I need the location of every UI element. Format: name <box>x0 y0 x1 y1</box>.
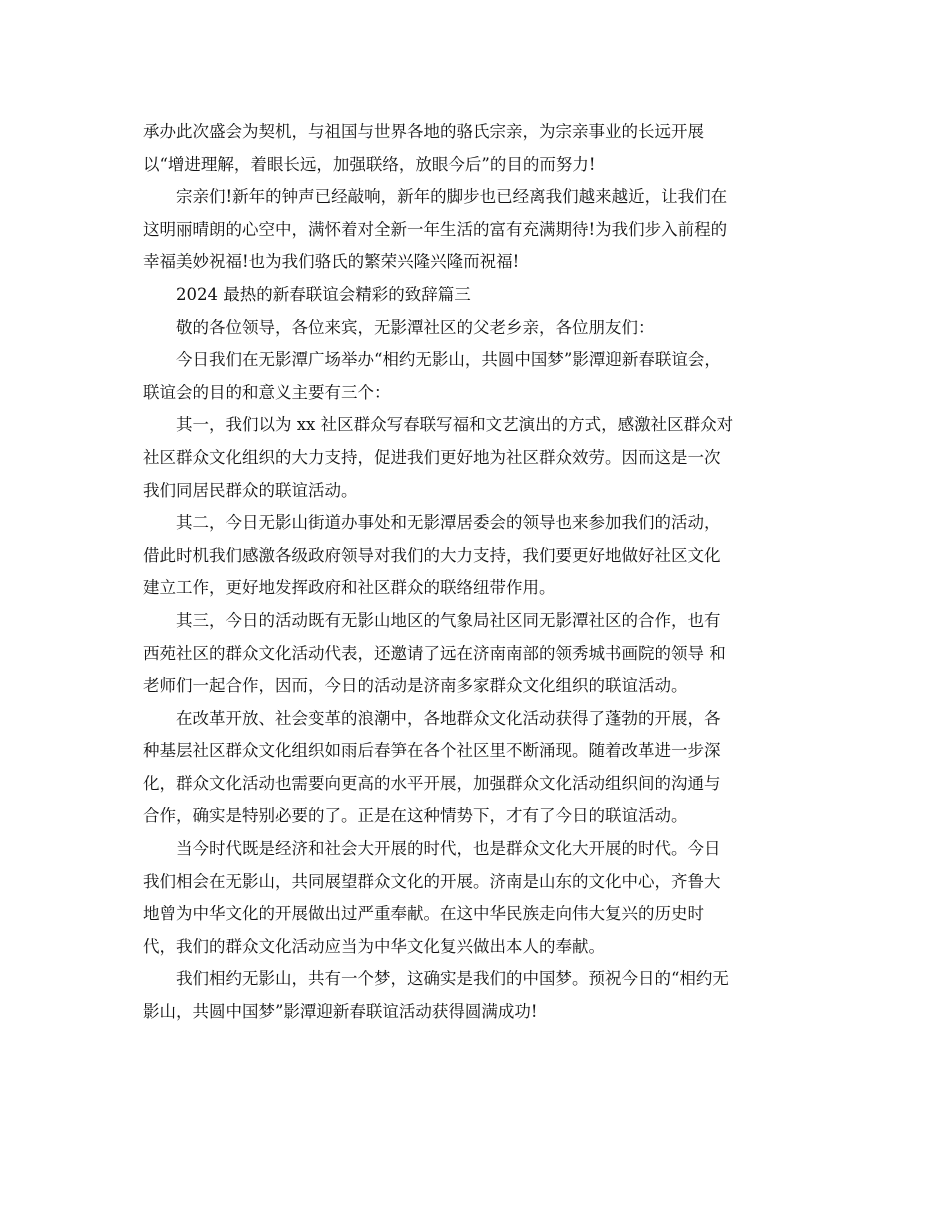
text-line: 地曾为中华文化的开展做出过严重奉献。在这中华民族走向伟大复兴的历史时 <box>143 904 704 924</box>
text-line: 老师们一起合作，因而，今日的活动是济南多家群众文化组织的联谊活动。 <box>143 676 688 696</box>
text-line: 其二，今日无影山街道办事处和无影潭居委会的领导也来参加我们的活动， <box>176 513 721 533</box>
text-line: 承办此次盛会为契机，与祖国与世界各地的骆氏宗亲，为宗亲事业的长远开展 <box>143 122 704 141</box>
text-line: 建立工作，更好地发挥政府和社区群众的联络纽带作用。 <box>143 578 556 598</box>
text-line: 今日我们在无影潭广场举办“相约无影山，共圆中国梦”影潭迎新春联谊会， <box>176 350 721 370</box>
text-line: 种基层社区群众文化组织如雨后春笋在各个社区里不断涌现。随着改革进一步深 <box>143 741 721 761</box>
text-line: 联谊会的目的和意义主要有三个： <box>143 382 391 402</box>
text-line: 我们同居民群众的联谊活动。 <box>143 480 358 500</box>
text-line: 这明丽晴朗的心空中，满怀着对全新一年生活的富有充满期待!为我们步入前程的 <box>143 219 728 239</box>
document-body <box>143 116 808 1029</box>
text-line: 我们相会在无影山，共同展望群众文化的开展。济南是山东的文化中心，齐鲁大 <box>143 871 721 891</box>
text-line: 化，群众文化活动也需要向更高的水平开展，加强群众文化活动组织间的沟通与 <box>143 773 721 793</box>
text-line: 合作，确实是特别必要的了。正是在这种情势下，才有了今日的联谊活动。 <box>143 806 688 826</box>
text-line: 敬的各位领导，各位来宾，无影潭社区的父老乡亲，各位朋友们： <box>176 317 655 337</box>
text-line: 代，我们的群众文化活动应当为中华文化复兴做出本人的奉献。 <box>143 936 605 956</box>
text-line: 其三，今日的活动既有无影山地区的气象局社区同无影潭社区的合作，也有 <box>176 610 721 630</box>
text-line: 西苑社区的群众文化活动代表，还邀请了远在济南南部的领秀城书画院的领导 和 <box>143 643 726 663</box>
text-line: 2024 最热的新春联谊会精彩的致辞篇三 <box>176 284 471 304</box>
text-line: 社区群众文化组织的大力支持，促进我们更好地为社区群众效劳。因而这是一次 <box>143 447 721 467</box>
text-line: 其一，我们以为 xx 社区群众写春联写福和文艺演出的方式，感激社区群众对 <box>176 415 734 435</box>
text-line: 影山，共圆中国梦”影潭迎新春联谊活动获得圆满成功! <box>143 1002 538 1022</box>
text-line: 幸福美妙祝福!也为我们骆氏的繁荣兴隆兴隆而祝福! <box>143 252 520 272</box>
text-line: 当今时代既是经济和社会大开展的时代，也是群众文化大开展的时代。今日 <box>176 839 721 859</box>
text-line: 借此时机我们感激各级政府领导对我们的大力支持，我们要更好地做好社区文化 <box>143 545 721 565</box>
text-line: 宗亲们!新年的钟声已经敲响，新年的脚步也已经离我们越来越近，让我们在 <box>176 187 728 207</box>
text-line: 在改革开放、社会变革的浪潮中，各地群众文化活动获得了蓬勃的开展，各 <box>176 708 721 728</box>
text-line: 以“增进理解，着眼长远，加强联络，放眼今后”的目的而努力! <box>143 154 596 174</box>
text-line: 我们相约无影山，共有一个梦，这确实是我们的中国梦。预祝今日的“相约无 <box>176 969 729 989</box>
